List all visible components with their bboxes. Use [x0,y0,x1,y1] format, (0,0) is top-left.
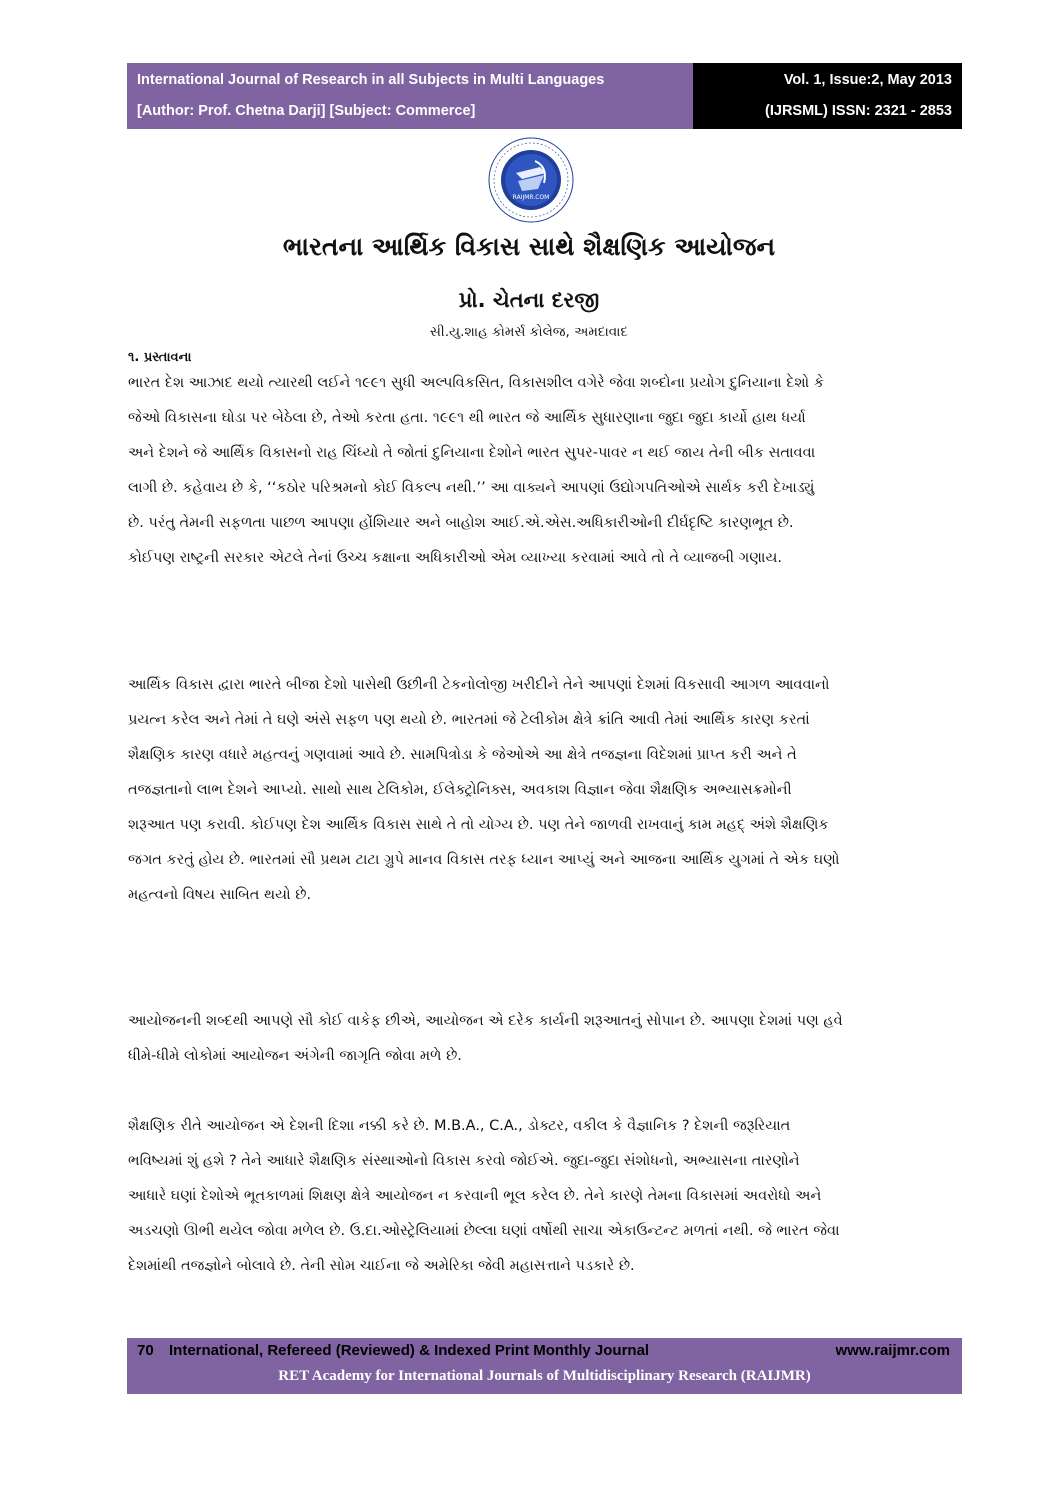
text-line: જગત કરતું હોય છે. ભારતમાં સૌ પ્રથમ ટાટા ગ્રુપે માનવ વિકાસ તરફ ધ્યાન આપ્યું અને આજના આર્થિક યુગમાં તે એક ઘણો [128,852,840,868]
text-line: તજજ્ઞતાનો લાભ દેશને આપ્યો. સાથો સાથ ટેલિકોમ, ઈલેક્ટ્રોનિક્સ, અવકાશ વિજ્ઞાન જેવા શૈક્ષણિક અભ્યાસક્રમોની [128,782,792,798]
footer-journal-type: International, Refereed (Reviewed) & Indexed Print Monthly Journal [169,1342,650,1359]
text-line: કોઈપણ રાષ્ટ્રની સરકાર એટલે તેનાં ઉચ્ચ કક્ષાના અધિકારીઓ એમ વ્યાખ્યા કરવામાં આવે તો તે વ્યાજબી ગણાય. [128,550,782,566]
text-line: ધીમે-ધીમે લોકોમાં આયોજન અંગેની જાગૃતિ જોવા મળે છે. [128,1048,462,1064]
author-affiliation: સી.યુ.શાહ કોમર્સ કોલેજ, અમદાવાદ [429,324,629,340]
author-subject: [Author: Prof. Chetna Darji] [Subject: Commerce] [137,103,476,119]
text-line: આર્થિક વિકાસ દ્વારા ભારતે બીજા દેશો પાસેથી ઉછીની ટેકનોલોજી ખરીદીને તેને આપણાં દેશમાં વિકસાવી આગળ આવવાનો [128,677,830,693]
issn: (IJRSML) ISSN: 2321 - 2853 [765,103,952,119]
text-line: લાગી છે. કહેવાય છે કે, ‘‘કઠોર પરિશ્રમનો કોઈ વિકલ્પ નથી.’’ આ વાક્યને આપણાં ઉદ્યોગપતિઓએ સાર્થક કરી દેખાડ્યું [128,480,815,496]
journal-name: International Journal of Research in all Subjects in Multi Languages [137,72,605,88]
text-line: અને દેશને જે આર્થિક વિકાસનો રાહ ચિંધ્યો તે જોતાં દુનિયાના દેશોને ભારત સુપર-પાવર ન થઈ જાય તેની બીક સતાવવા [128,445,816,461]
text-line: શરૂઆત પણ કરાવી. કોઈપણ દેશ આર્થિક વિકાસ સાથે તે તો યોગ્ય છે. પણ તેને જાળવી રાખવાનું કામ મહદ્ અંશે શૈક્ષણિક [128,817,829,833]
header-right-band [693,63,962,129]
page-number: 70 [137,1342,154,1359]
paper-author: પ્રો. ચેતના દરજી [458,288,600,312]
paragraph-2 [128,668,960,913]
text-line: જેઓ વિકાસના ઘોડા પર બેઠેલા છે, તેઓ કરતા હતા. ૧૯૯૧ થી ભારત જે આર્થિક સુધારણાના જુદા જુદા કાર્યો હાથ ધર્યા [128,410,806,426]
journal-header [127,63,962,129]
header-left-band [127,63,693,129]
text-line: આધારે ઘણાં દેશોએ ભૂતકાળમાં શિક્ષણ ક્ષેત્રે આયોજન ન કરવાની ભૂલ કરેલ છે. તેને કારણે તેમના વિકાસમાં અવરોધો અને [128,1188,822,1204]
paragraph-1 [128,366,960,576]
footer-url[interactable]: www.raijmr.com [835,1342,950,1359]
text-line: ભારત દેશ આઝાદ થયો ત્યારથી લઈને ૧૯૯૧ સુધી અલ્પવિકસિત, વિકાસશીલ વગેરે જેવા શબ્દોના પ્રયોગ દુનિયાના દેશો કે [128,375,824,391]
footer-publisher: RET Academy for International Journals of Multidisciplinary Research (RAIJMR) [278,1368,811,1384]
text-line: પ્રયત્ન કરેલ અને તેમાં તે ઘણે અંસે સફળ પણ થયો છે. ભારતમાં જે ટેલીકોમ ક્ષેત્રે ક્રાંતિ આવી તેમાં આર્થિક કારણ કરતાં [128,712,810,728]
section-heading: ૧. પ્રસ્તાવના [128,350,192,365]
paper-title: ભારતના આર્થિક વિકાસ સાથે શૈક્ષણિક આયોજન [282,232,776,261]
paragraph-4 [128,1109,960,1284]
paragraph-3 [128,1004,960,1074]
svg-text:RAIJMR.COM: RAIJMR.COM [512,194,550,201]
text-line: દેશમાંથી તજજ્ઞોને બોલાવે છે. તેની સોમ ચાઈના જે અમેરિકા જેવી મહાસત્તાને પડકારે છે. [128,1258,635,1274]
text-line: ભવિષ્યમાં શું હશે ? તેને આધારે શૈક્ષણિક સંસ્થાઓનો વિકાસ કરવો જોઈએ. જુદા-જુદા સંશોધનો, અભ્યાસના તારણોને [128,1153,800,1169]
text-line: છે. પરંતુ તેમની સફળતા પાછળ આપણા હોંશિયાર અને બાહોશ આઈ.એ.એસ.અધિકારીઓની દીર્ઘદૃષ્ટિ કારણભૂત છે. [128,515,794,531]
text-line: શૈક્ષણિક કારણ વધારે મહત્વનું ગણવામાં આવે છે. સામપિત્રોડા કે જેઓએ આ ક્ષેત્રે તજજ્ઞના વિદેશમાં પ્રાપ્ત કરી અને તે [128,747,797,763]
text-line: મહત્વનો વિષય સાબિત થયો છે. [128,887,312,903]
text-line: શૈક્ષણિક રીતે આયોજન એ દેશની દિશા નક્કી કરે છે. M.B.A., C.A., ડોક્ટર, વકીલ કે વૈજ્ઞાનિક ? દેશની જરૂરિયાત [128,1118,791,1134]
text-line: અડચણો ઊભી થયેલ જોવા મળેલ છે. ઉ.દા.ઓસ્ટ્રેલિયામાં છેલ્લા ઘણાં વર્ષોથી સાચા એકાઉન્ટન્ટ મળતાં નથી. જે ભારત જેવા [128,1223,840,1239]
raijmr-seal-logo [488,137,574,223]
text-line: આયોજનની શબ્દથી આપણે સૌ કોઈ વાકેફ છીએ, આયોજન એ દરેક કાર્યની શરૂઆતનું સોપાન છે. આપણા દેશમાં પણ હવે [128,1013,843,1029]
page-footer [127,1338,962,1394]
volume-issue: Vol. 1, Issue:2, May 2013 [783,72,952,88]
